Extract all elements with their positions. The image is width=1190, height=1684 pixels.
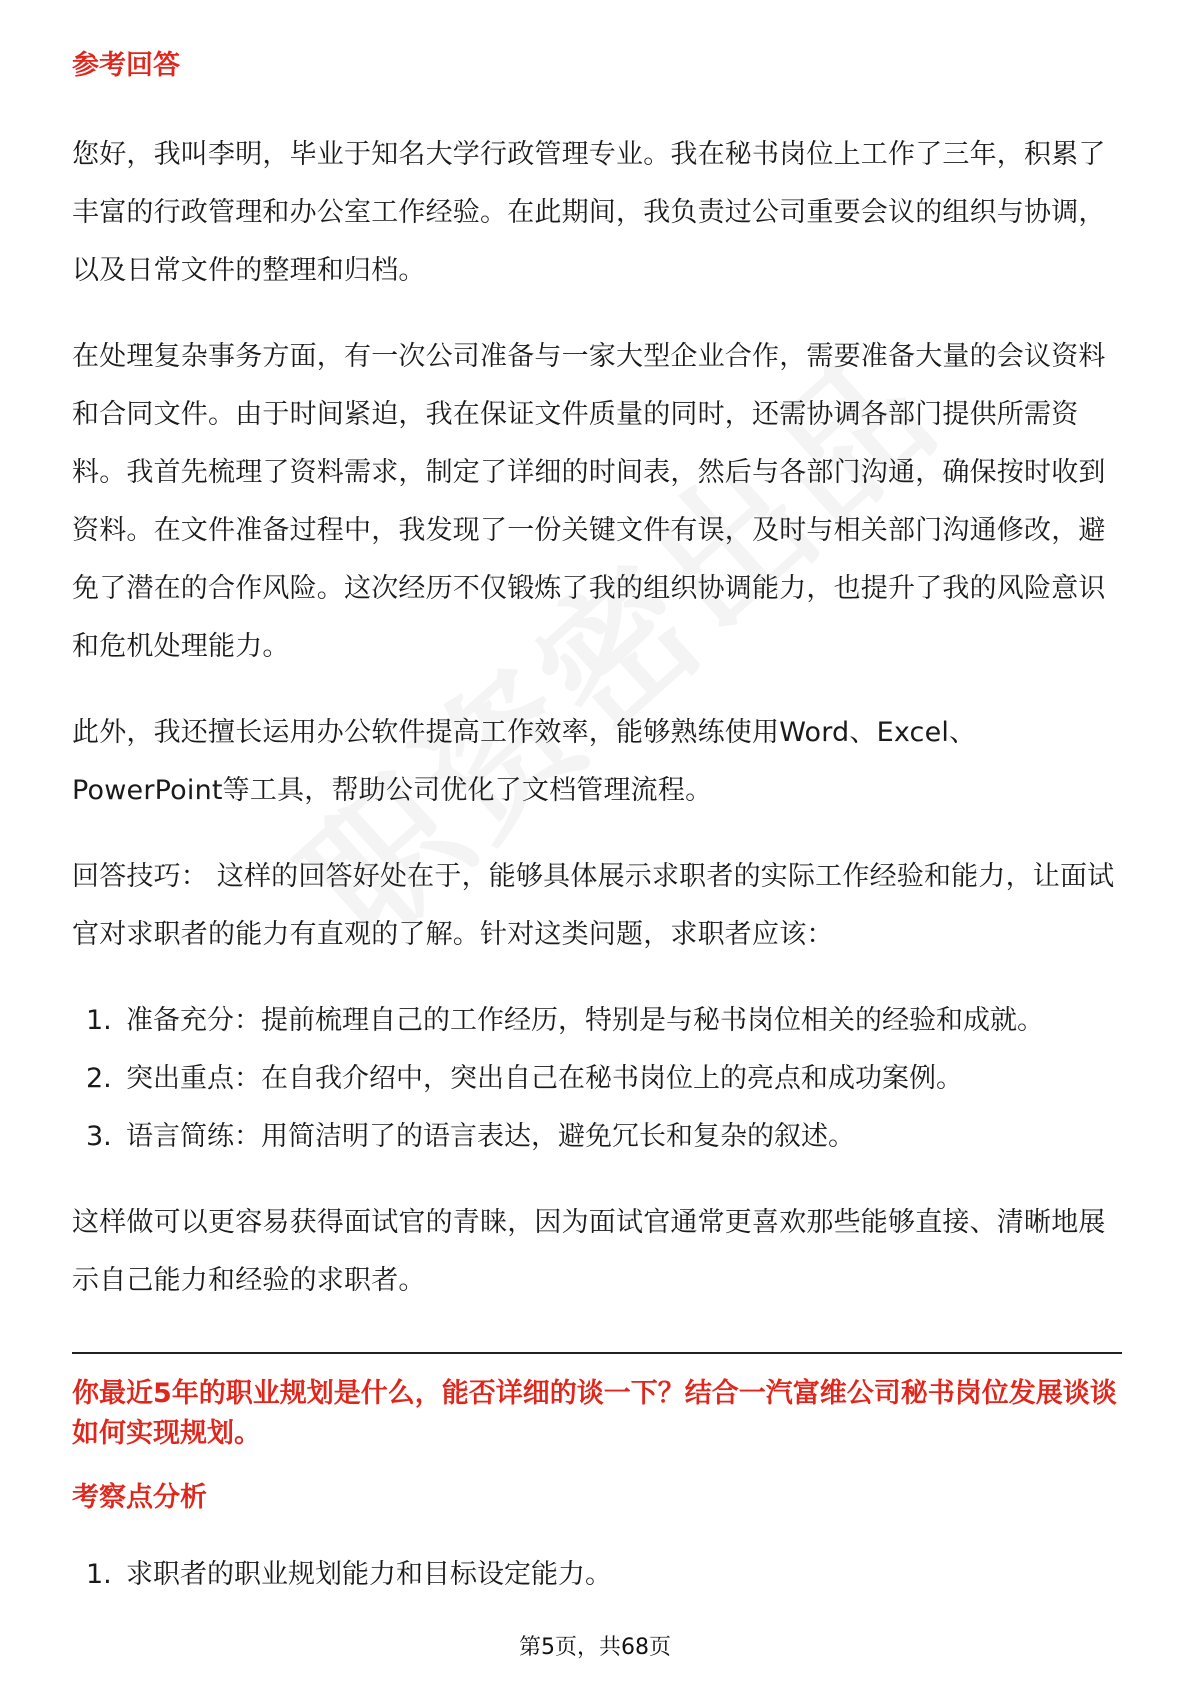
list-number: 2.	[86, 1063, 112, 1094]
answer-paragraph: 在处理复杂事务方面，有一次公司准备与一家大型企业合作，需要准备大量的会议资料和合同文件。由于时间紧迫，我在保证文件质量的同时，还需协调各部门提供所需资料。我首先梳理了资料需求，制定了详细的时间表，然后与各部门沟通，确保按时收到资料。在文件准备过程中，我发现了一份关键文件有误，及时与相关部门沟通修改，避免了潜在的合作风险。这次经历不仅锻炼了我的组织协调能力，也提升了我的风险意识和危机处理能力。	[72, 341, 1106, 662]
list-item-text: 准备充分：提前梳理自己的工作经历，特别是与秘书岗位相关的经验和成就。	[126, 1005, 1044, 1036]
list-item	[72, 992, 1122, 1050]
reference-answer-heading: 参考回答	[72, 50, 180, 81]
list-item-text: 求职者的职业规划能力和目标设定能力。	[126, 1559, 612, 1590]
list-item	[72, 1108, 1122, 1166]
answer-paragraph: 此外，我还擅长运用办公软件提高工作效率，能够熟练使用Word、Excel、PowerPoint等工具，帮助公司优化了文档管理流程。	[72, 717, 977, 806]
tips-list	[72, 992, 1122, 1166]
closing-paragraph: 这样做可以更容易获得面试官的青睐，因为面试官通常更喜欢那些能够直接、清晰地展示自己能力和经验的求职者。	[72, 1207, 1106, 1296]
list-number: 1.	[86, 1559, 112, 1590]
answer-paragraph: 您好，我叫李明，毕业于知名大学行政管理专业。我在秘书岗位上工作了三年，积累了丰富的行政管理和办公室工作经验。在此期间，我负责过公司重要会议的组织与协调，以及日常文件的整理和归档。	[72, 139, 1106, 286]
page-content	[72, 48, 1122, 1604]
analysis-heading: 考察点分析	[72, 1482, 207, 1513]
analysis-list	[72, 1546, 1122, 1604]
answer-tips-intro: 回答技巧： 这样的回答好处在于，能够具体展示求职者的实际工作经验和能力，让面试官对求职者的能力有直观的了解。针对这类问题，求职者应该：	[72, 861, 1115, 950]
list-number: 3.	[86, 1121, 112, 1152]
list-item-text: 语言简练：用简洁明了的语言表达，避免冗长和复杂的叙述。	[126, 1121, 855, 1152]
page-footer: 第5页，共68页	[519, 1635, 671, 1660]
list-number: 1.	[86, 1005, 112, 1036]
interview-question: 你最近5年的职业规划是什么，能否详细的谈一下？结合一汽富维公司秘书岗位发展谈谈如何实现规划。	[72, 1378, 1117, 1449]
list-item	[72, 1546, 1122, 1604]
section-divider	[72, 1352, 1122, 1354]
list-item	[72, 1050, 1122, 1108]
list-item-text: 突出重点：在自我介绍中，突出自己在秘书岗位上的亮点和成功案例。	[126, 1063, 963, 1094]
